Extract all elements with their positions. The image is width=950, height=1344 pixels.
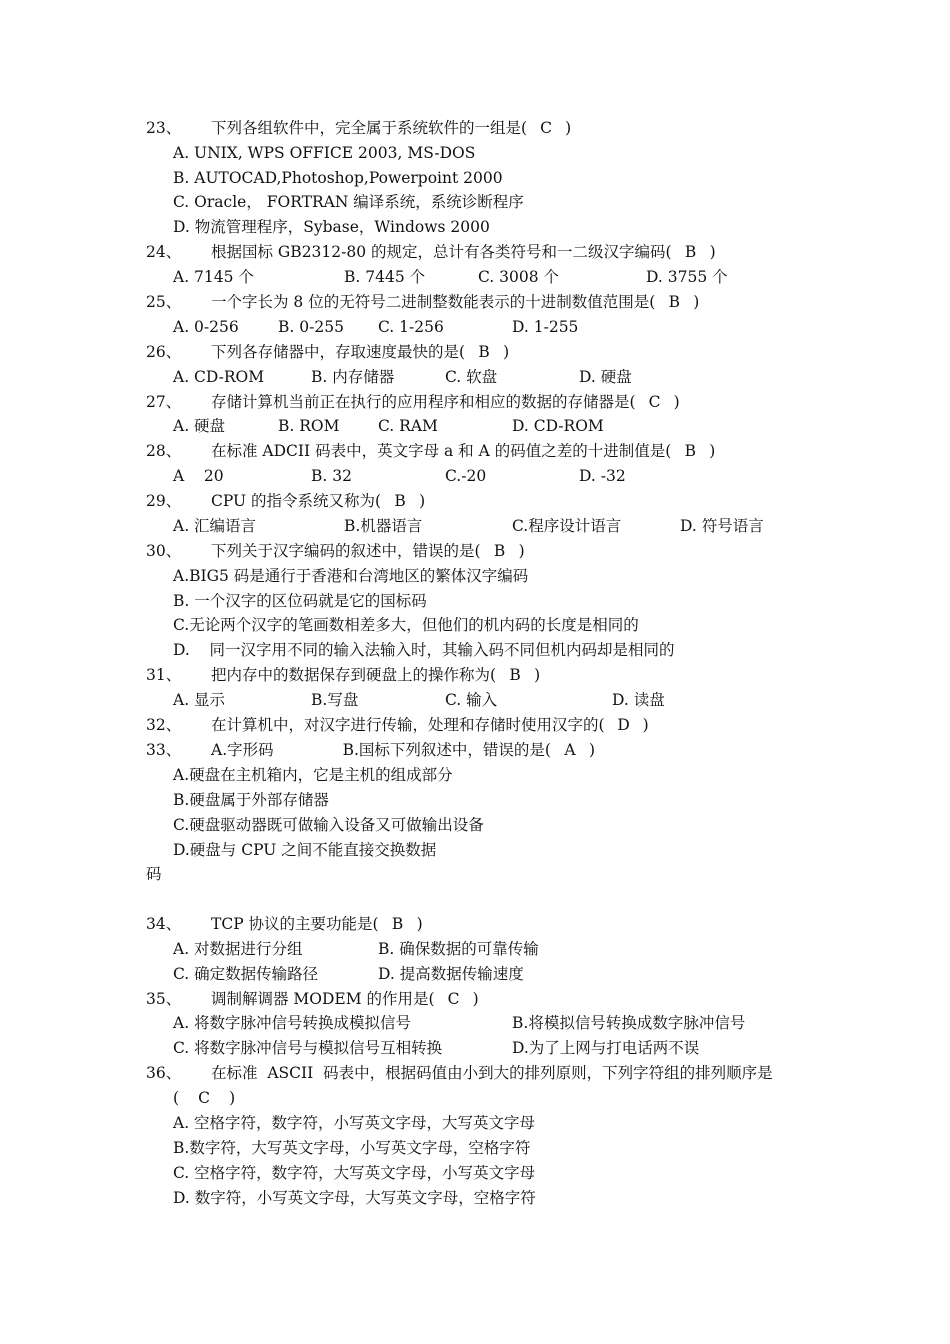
option-a: A.硬盘在主机箱内，它是主机的组成部分 [173,766,453,784]
question-number: 35、 [146,990,182,1008]
option-a: A. 7145 个 [173,268,254,286]
option-c: C.硬盘驱动器既可做输入设备又可做输出设备 [173,816,484,834]
answer: C [447,990,460,1008]
question-stem: CPU 的指令系统又称为( B ) [211,492,426,510]
answer: B [394,492,406,510]
option-a: A 20 [173,467,224,485]
option-c: C. 确定数据传输路径 [173,965,319,983]
question-stem: 根据国标 GB2312-80 的规定，总计有各类符号和一二级汉字编码( B ) [211,243,716,261]
option-c: C. Oracle， FORTRAN 编译系统，系统诊断程序 [173,193,524,211]
answer: B [509,666,521,684]
option-a: A. 硬盘 [173,417,226,435]
option-c: C. 3008 个 [478,268,560,286]
option-b: B.硬盘属于外部存储器 [173,791,329,809]
question-stem: 存储计算机当前正在执行的应用程序和相应的数据的存储器是( C ) [211,393,680,411]
question-number: 27、 [146,393,182,411]
option-b: B.将模拟信号转换成数字脉冲信号 [512,1014,746,1032]
question-stem: A.字形码 B.国标下列叙述中，错误的是( A ) [211,741,596,759]
option-b: B. 内存储器 [311,368,395,386]
question-stem: 下列各组软件中，完全属于系统软件的一组是( C ) [211,119,572,137]
option-b: B. 一个汉字的区位码就是它的国标码 [173,592,427,610]
question-number: 29、 [146,492,182,510]
answer: B [391,915,404,933]
question-stem: 把内存中的数据保存到硬盘上的操作称为( B ) [211,666,541,684]
option-d: D. 3755 个 [646,268,728,286]
option-d: D. 同一汉字用不同的输入法输入时，其输入码不同但机内码却是相同的 [173,641,675,659]
question-number: 23、 [146,119,182,137]
question-number: 31、 [146,666,182,684]
question-number: 28、 [146,442,182,460]
option-b: B. 7445 个 [344,268,426,286]
option-c: C.无论两个汉字的笔画数相差多大，但他们的机内码的长度是相同的 [173,616,639,634]
option-a: A. 0-256 [173,318,239,336]
question-number: 25、 [146,293,182,311]
option-b: B. ROM [278,417,340,435]
question-number: 30、 [146,542,182,560]
option-d: D.硬盘与 CPU 之间不能直接交换数据 [173,841,437,859]
question-stem: 下列各存储器中，存取速度最快的是( B ) [211,343,510,361]
option-b: B. 确保数据的可靠传输 [378,940,539,958]
question-number: 32、 [146,716,182,734]
question-stem: 一个字长为 8 位的无符号二进制整数能表示的十进制数值范围是( B ) [211,293,700,311]
option-a: A. UNIX, WPS OFFICE 2003, MS-DOS [173,144,476,162]
answer-bracket: ( C ) [173,1089,236,1107]
option-a: A. 空格字符，数字符，小写英文字母，大写英文字母 [173,1114,536,1132]
answer: C [198,1089,210,1107]
question-number: 34、 [146,915,182,933]
option-d: D. 符号语言 [680,517,764,535]
option-c: C.-20 [445,467,487,485]
option-b: B.写盘 [311,691,359,709]
answer: B [684,243,697,261]
option-b: B. AUTOCAD,Photoshop,Powerpoint 2000 [173,169,503,187]
stray-character: 码 [146,865,162,883]
option-c: C. RAM [378,417,438,435]
option-a: A. 显示 [173,691,226,709]
option-b: B. 32 [311,467,352,485]
answer: C [540,119,552,137]
option-b: B.数字符，大写英文字母，小写英文字母，空格字符 [173,1139,531,1157]
question-stem: 调制解调器 MODEM 的作用是( C ) [211,990,479,1008]
option-c: C. 将数字脉冲信号与模拟信号互相转换 [173,1039,443,1057]
answer: C [648,393,661,411]
question-stem: 在标准 ASCII 码表中，根据码值由小到大的排列原则，下列字符组的排列顺序是 [211,1064,773,1082]
option-a: A. CD-ROM [173,368,265,386]
option-d: D. 数字符，小写英文字母，大写英文字母，空格字符 [173,1189,536,1207]
option-a: A. 汇编语言 [173,517,257,535]
option-d: D.为了上网与打电话两不误 [512,1039,700,1057]
answer: D [617,716,630,734]
option-d: D. 提高数据传输速度 [378,965,524,983]
option-d: D. 物流管理程序，Sybase，Windows 2000 [173,218,490,236]
answer: B [493,542,506,560]
question-number: 33、 [146,741,182,759]
option-b: B. 0-255 [278,318,344,336]
option-a: A. 将数字脉冲信号转换成模拟信号 [173,1014,412,1032]
question-number: 36、 [146,1064,182,1082]
question-stem: 在标准 ADCII 码表中，英文字母 a 和 A 的码值之差的十进制值是( B ) [211,442,716,460]
option-c: C. 空格字符，数字符，大写英文字母，小写英文字母 [173,1164,536,1182]
answer: B [478,343,490,361]
question-stem: 在计算机中，对汉字进行传输，处理和存储时使用汉字的( D ) [211,716,649,734]
option-d: D. 1-255 [512,318,579,336]
question-number: 24、 [146,243,182,261]
option-c: C.程序设计语言 [512,517,622,535]
option-c: C. 软盘 [445,368,498,386]
option-a: A. 对数据进行分组 [173,940,303,958]
question-stem: 下列关于汉字编码的叙述中，错误的是( B ) [211,542,525,560]
answer: A [564,741,576,759]
question-number: 26、 [146,343,182,361]
answer: B [668,293,680,311]
answer: B [684,442,696,460]
option-a: A.BIG5 码是通行于香港和台湾地区的繁体汉字编码 [173,567,529,585]
option-d: D. -32 [579,467,626,485]
option-d: D. 硬盘 [579,368,632,386]
option-d: D. CD-ROM [512,417,604,435]
option-c: C. 1-256 [378,318,444,336]
option-b: B.机器语言 [344,517,423,535]
option-d: D. 读盘 [612,691,665,709]
question-stem: TCP 协议的主要功能是( B ) [211,915,423,933]
option-c: C. 输入 [445,691,498,709]
